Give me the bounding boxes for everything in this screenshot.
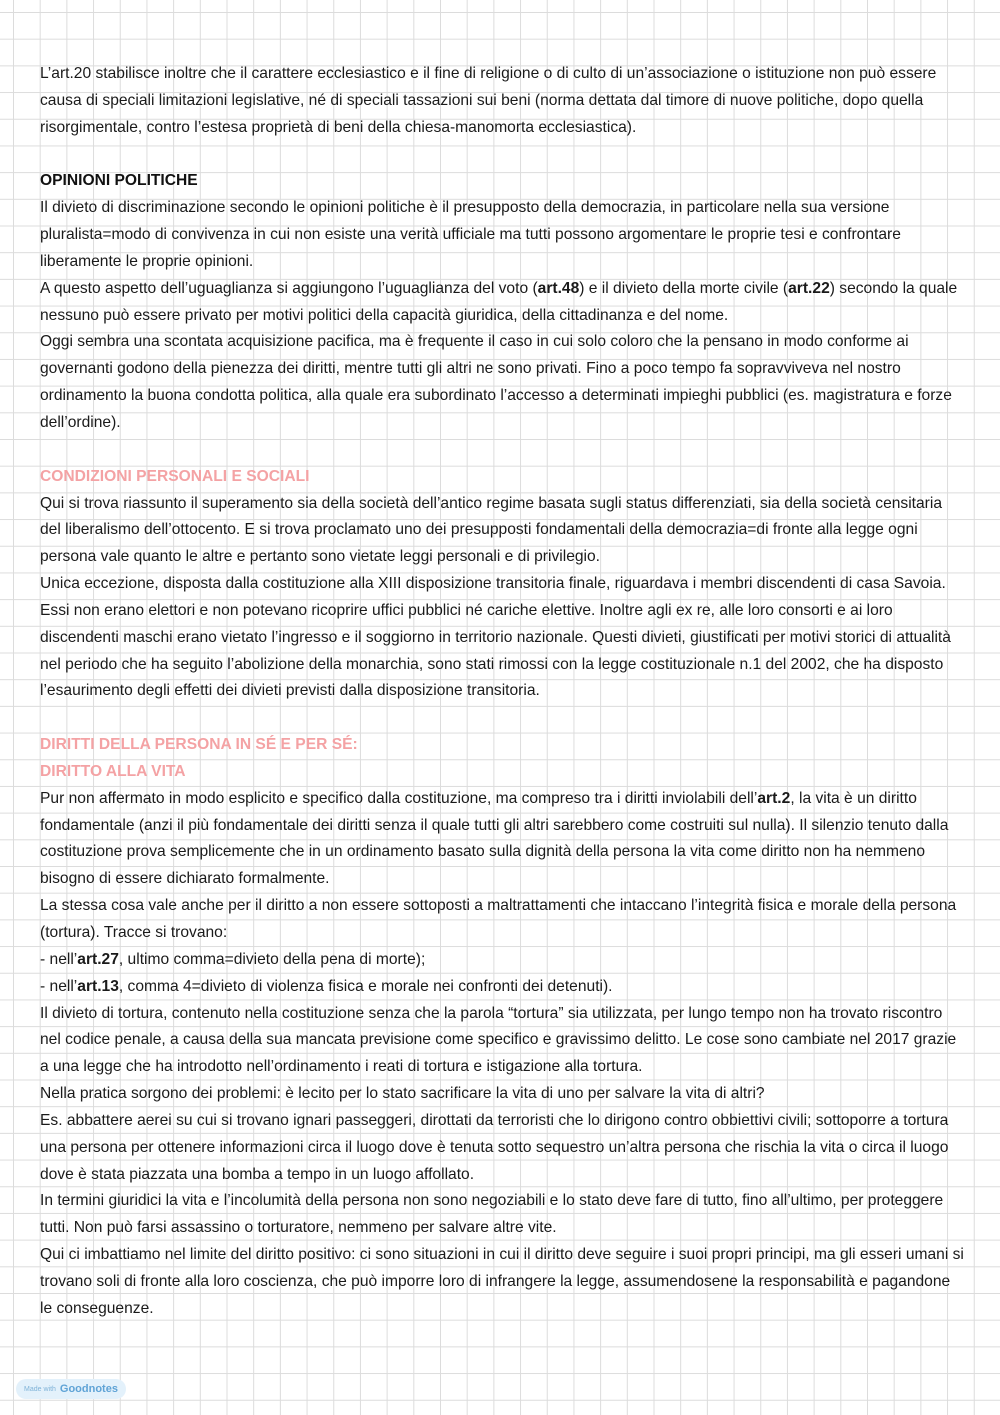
spacer (40, 705, 965, 732)
watermark-brand: Goodnotes (59, 1383, 118, 1395)
diritti-paragraph-5: Es. abbattere aerei su cui si trovano ignari passeggeri, dirottati da terroristi che lo dirigono contro obbiettivi civili; sottoporre a tortura una persona per ottenere informazioni circa il luogo dove è tenuta sotto sequestro un’altra persona che rischia la vita o circa il luogo dove è stata piazzata una bomba a tempo in un luogo affollato. (40, 1111, 949, 1183)
text-run: - nell’ (40, 977, 78, 995)
text-run: - nell’ (40, 950, 78, 968)
spacer (40, 437, 965, 464)
article-reference: art.22 (788, 279, 830, 297)
opinioni-paragraph-3: Oggi sembra una scontata acquisizione pacifica, ma è frequente il caso in cui solo coloro che la pensano in modo conforme ai governanti godono della pienezza dei diritti, mentre tutti gli altri ne sono privati. Fino a poco tempo fa sopravviveva nel nostro ordinamento la buona condotta politica, alla quale era subordinato l’accesso a determinati impieghi pubblici (es. magistratura e forze dell’ordine). (40, 333, 952, 431)
condizioni-paragraph-2: Unica eccezione, disposta dalla costituzione alla XIII disposizione transitoria finale, riguardava i membri discendenti di casa Savoia. Essi non erano elettori e non potevano ricoprire uffici pubblici né cariche elettive. Inoltre agli ex re, alle loro consorti e ai loro discendenti maschi erano vietato l’ingresso e il soggiorno in territorio nazionale. Questi divieti, giustificati per motivi storici di attualità nel periodo che ha seguito l’abolizione della monarchia, sono stati rimossi con la legge costituzionale n.1 del 2002, che ha disposto l’esaurimento degli effetti dei divieti previsti dalla disposizione transitoria. (40, 575, 951, 700)
text-run: ) e il divieto della morte civile ( (579, 279, 789, 297)
section-heading-opinioni: OPINIONI POLITICHE (40, 172, 198, 190)
text-run: , la vita è un diritto fondamentale (anzi il più fondamentale dei diritti senza il quale tutti gli altri sarebbero come costruiti sul nulla). Il silenzio tenuto dalla costituzione prova semplicemente che in un ordinamento basato sulla dignità della persona la vita come diritto non ha nemmeno bisogno di essere dichiarato formalmente. (40, 789, 949, 888)
article-reference: art.27 (77, 950, 119, 968)
condizioni-paragraph-1: Qui si trova riassunto il superamento sia della società dell’antico regime basata sugli status differenziati, sia della società censitaria del liberalismo dell’ottocento. E si trova proclamato uno dei presupposti fondamentali della democrazia=di fronte alla legge ogni persona vale quanto le altre e pertanto sono vietate leggi personali e di privilegio. (40, 494, 943, 566)
intro-paragraph: L’art.20 stabilisce inoltre che il carattere ecclesiastico e il fine di religione o di culto di un’associazione o istituzione non può essere causa di speciali limitazioni legislative, né di speciali tassazioni sui beni (norma dettata dal timore di nuove politiche, dopo quella risorgimentale, contro l’estesa proprietà di beni della chiesa-manomorta ecclesiastica). (40, 65, 937, 136)
article-reference: art.13 (77, 977, 119, 995)
diritti-paragraph-3: Il divieto di tortura, contenuto nella costituzione senza che la parola “tortura” sia utilizzata, per lungo tempo non ha trovato riscontro nel codice penale, a causa della sua mancata previsione come specifico e gravissimo delitto. Le cose sono cambiate nel 2017 grazie a una legge che ha introdotto nell’ordinamento i reati di tortura e istigazione alla tortura. (40, 1004, 957, 1076)
list-item (40, 974, 965, 1001)
opinioni-paragraph-1: Il divieto di discriminazione secondo le opinioni politiche è il presupposto della democrazia, in particolare nella sua versione pluralista=modo di convivenza in cui non esiste una verità ufficiale ma tutti possono argomentare le proprie tesi e confrontare liberamente le proprie opinioni. (40, 199, 901, 270)
diritti-paragraph-7: Qui ci imbattiamo nel limite del diritto positivo: ci sono situazioni in cui il diritto deve seguire i suoi propri principi, ma gli esseri umani si trovano soli di fronte alla loro coscienza, che può imporre loro di infrangere la legge, assumendosene la responsabilità e pagandone le conseguenze. (40, 1246, 964, 1317)
diritti-paragraph-2: La stessa cosa vale anche per il diritto a non essere sottoposti a maltrattamenti che intaccano l’integrità fisica e morale della persona (tortura). Tracce si trovano: (40, 897, 957, 941)
article-reference: art.48 (537, 279, 580, 297)
section-subheading-vita: DIRITTO ALLA VITA (40, 762, 186, 780)
goodnotes-watermark (16, 1379, 126, 1399)
diritti-paragraph-4: Nella pratica sorgono dei problemi: è lecito per lo stato sacrificare la vita di uno per salvare la vita di altri? (40, 1085, 765, 1103)
diritti-paragraph-6: In termini giuridici la vita e l’incolumità della persona non sono negoziabili e lo stato deve fare di tutto, fino all’ultimo, per proteggere tutti. Non può farsi assassino o torturatore, nemmeno per salvare altre vite. (40, 1192, 944, 1237)
text-run: , comma 4=divieto di violenza fisica e morale nei confronti dei detenuti). (118, 977, 613, 995)
section-heading-diritti: DIRITTI DELLA PERSONA IN SÉ E PER SÉ: (40, 736, 358, 754)
diritti-paragraph-1 (40, 786, 965, 893)
watermark-prefix: Made with (24, 1385, 56, 1393)
text-run: A questo aspetto dell’uguaglianza si aggiungono l’uguaglianza del voto ( (40, 279, 538, 297)
note-page (40, 61, 965, 1323)
list-item (40, 947, 965, 974)
opinioni-paragraph-2 (40, 276, 965, 330)
article-reference: art.2 (757, 789, 791, 807)
spacer (40, 142, 965, 169)
text-run: , ultimo comma=divieto della pena di morte); (118, 950, 426, 968)
section-heading-condizioni: CONDIZIONI PERSONALI E SOCIALI (40, 467, 310, 485)
text-run: Pur non affermato in modo esplicito e specifico dalla costituzione, ma compreso tra i diritti inviolabili dell’ (40, 789, 758, 807)
text-run: ) secondo la quale nessuno può essere privato per motivi politici della capacità giuridica, della cittadinanza e del nome. (40, 279, 958, 324)
